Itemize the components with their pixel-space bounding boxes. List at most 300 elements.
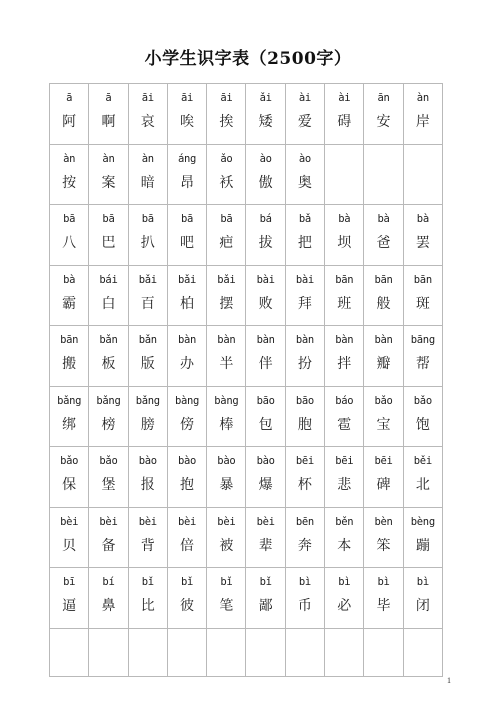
hanzi-character: 悲: [337, 477, 352, 493]
hanzi-character: 安: [376, 114, 391, 130]
character-cell: [403, 628, 442, 676]
character-cell: [285, 568, 324, 629]
pinyin-label: áng: [178, 152, 197, 165]
hanzi-character: 把: [297, 235, 312, 251]
pinyin-label: [404, 151, 442, 167]
character-cell: [285, 507, 324, 568]
hanzi-character: [325, 174, 363, 192]
pinyin-label: [129, 635, 167, 651]
hanzi-character: 背: [140, 537, 155, 554]
character-cell: [325, 386, 364, 447]
hanzi-character: 百: [140, 295, 155, 312]
hanzi-character: 包: [258, 416, 273, 433]
character-cell: [285, 386, 324, 447]
character-cell: [128, 386, 167, 447]
pinyin-label: bàn: [374, 334, 393, 346]
hanzi-character: 吧: [180, 235, 195, 251]
hanzi-character: 搬: [62, 356, 77, 372]
table-row: [50, 265, 443, 326]
pinyin-label: bà: [377, 213, 390, 225]
character-cell: [246, 568, 285, 629]
pinyin-label: bān: [335, 273, 354, 286]
pinyin-label: bǎng: [96, 394, 121, 407]
character-cell: [285, 265, 324, 326]
hanzi-character: 阿: [62, 114, 77, 130]
character-cell: [364, 568, 403, 629]
hanzi-character: 抱: [180, 477, 195, 493]
pinyin-label: àn: [416, 92, 429, 104]
character-cell: [167, 205, 206, 266]
hanzi-character: 坝: [337, 235, 352, 251]
hanzi-character: 杯: [297, 477, 312, 493]
pinyin-label: āi: [220, 92, 233, 104]
hanzi-character: [325, 658, 363, 676]
pinyin-label: bǐ: [141, 576, 154, 588]
character-cell: [50, 144, 89, 205]
character-cell: [364, 507, 403, 568]
pinyin-label: bái: [99, 273, 118, 286]
hanzi-character: 矮: [258, 114, 273, 130]
hanzi-character: 报: [140, 477, 155, 493]
pinyin-label: āi: [141, 92, 154, 104]
character-cell: [89, 447, 128, 508]
hanzi-character: 保: [62, 477, 77, 493]
hanzi-character: 彼: [180, 598, 195, 614]
pinyin-label: běi: [413, 455, 432, 467]
hanzi-character: [286, 658, 324, 676]
pinyin-label: bǎi: [178, 273, 197, 286]
hanzi-character: 摆: [219, 295, 234, 312]
character-cell: [50, 568, 89, 629]
hanzi-character: 昂: [180, 174, 195, 191]
pinyin-label: àn: [102, 152, 115, 165]
hanzi-character: [364, 174, 402, 192]
character-cell: [246, 144, 285, 205]
pinyin-label: ǎo: [220, 152, 233, 165]
hanzi-character: 币: [297, 598, 312, 614]
character-cell: [325, 507, 364, 568]
hanzi-character: 拜: [297, 295, 312, 312]
pinyin-label: bèng: [410, 515, 435, 528]
pinyin-label: bǐ: [181, 576, 194, 588]
hanzi-character: 唉: [180, 114, 195, 130]
hanzi-character: 必: [337, 598, 352, 614]
hanzi-character: [404, 658, 442, 676]
table-row: [50, 205, 443, 266]
pinyin-label: bào: [138, 455, 157, 467]
character-cell: [167, 568, 206, 629]
pinyin-label: ài: [338, 92, 351, 104]
character-cell: [167, 507, 206, 568]
table-row: [50, 568, 443, 629]
hanzi-character: 榜: [101, 416, 116, 433]
character-cell: [207, 205, 246, 266]
hanzi-character: 版: [140, 356, 155, 372]
hanzi-character: [129, 658, 167, 676]
pinyin-label: bài: [256, 273, 275, 286]
hanzi-character: 傲: [258, 174, 273, 191]
character-cell: [128, 144, 167, 205]
hanzi-character: 暗: [140, 174, 155, 191]
character-cell: [403, 447, 442, 508]
hanzi-character: 笨: [376, 537, 391, 554]
hanzi-character: 伴: [258, 356, 273, 372]
pinyin-label: bàn: [178, 334, 197, 346]
hanzi-character: 啊: [101, 114, 116, 130]
pinyin-label: bào: [217, 455, 236, 467]
character-cell: [364, 628, 403, 676]
pinyin-label: bí: [102, 576, 115, 588]
hanzi-character: 般: [376, 295, 391, 312]
hanzi-character: 爆: [258, 477, 273, 493]
pinyin-label: bàn: [335, 334, 354, 346]
hanzi-character: [50, 658, 88, 676]
hanzi-character: 罢: [415, 235, 430, 251]
character-cell: [50, 447, 89, 508]
pinyin-label: bǎo: [413, 394, 432, 407]
hanzi-character: 鼻: [101, 598, 116, 614]
table-row: [50, 84, 443, 145]
character-cell: [403, 205, 442, 266]
pinyin-label: bá: [259, 213, 272, 225]
hanzi-character: 斑: [415, 295, 430, 312]
pinyin-label: bā: [220, 213, 233, 225]
pinyin-label: àn: [63, 152, 76, 165]
pinyin-label: bào: [256, 455, 275, 467]
character-cell: [325, 84, 364, 145]
hanzi-character: 鄙: [258, 598, 273, 614]
pinyin-label: bēi: [295, 455, 314, 467]
pinyin-label: bǎng: [135, 394, 160, 407]
pinyin-label: bà: [338, 213, 351, 225]
character-cell: [89, 265, 128, 326]
character-cell: [325, 265, 364, 326]
pinyin-label: ā: [105, 92, 112, 104]
pinyin-label: [168, 635, 206, 651]
character-cell: [285, 144, 324, 205]
character-cell: [207, 265, 246, 326]
character-cell: [246, 265, 285, 326]
pinyin-label: bēi: [374, 455, 393, 467]
character-cell: [89, 568, 128, 629]
hanzi-character: 比: [140, 598, 155, 614]
pinyin-label: bā: [181, 213, 194, 225]
hanzi-character: 绑: [62, 416, 77, 433]
pinyin-label: bēi: [335, 455, 354, 467]
hanzi-character: 白: [101, 295, 116, 312]
table-row: [50, 628, 443, 676]
hanzi-character: 瓣: [376, 356, 391, 372]
pinyin-label: bì: [377, 576, 390, 588]
hanzi-character: 哀: [140, 114, 155, 130]
character-cell: [128, 326, 167, 387]
character-cell: [89, 144, 128, 205]
character-cell: [50, 205, 89, 266]
character-cell: [246, 84, 285, 145]
hanzi-character: 袄: [219, 174, 234, 191]
character-cell: [50, 265, 89, 326]
hanzi-character: 雹: [337, 416, 352, 433]
pinyin-label: [286, 635, 324, 651]
hanzi-character: 辈: [258, 537, 273, 554]
table-row: [50, 447, 443, 508]
pinyin-label: bà: [63, 273, 76, 286]
character-cell: [246, 447, 285, 508]
character-cell: [167, 386, 206, 447]
character-table: [49, 83, 443, 677]
pinyin-label: āi: [181, 92, 194, 104]
hanzi-character: 巴: [101, 235, 116, 251]
pinyin-label: bāo: [295, 394, 314, 407]
pinyin-label: [246, 635, 284, 651]
hanzi-character: 柏: [180, 295, 195, 312]
character-cell: [285, 447, 324, 508]
pinyin-label: bǎi: [138, 273, 157, 286]
hanzi-character: 扒: [140, 235, 155, 251]
hanzi-character: 爱: [297, 114, 312, 130]
pinyin-label: [364, 151, 402, 167]
pinyin-label: bì: [298, 576, 311, 588]
pinyin-label: bǎo: [99, 455, 118, 467]
character-cell: [207, 628, 246, 676]
pinyin-label: bāng: [410, 334, 435, 346]
hanzi-character: 办: [180, 356, 195, 372]
pinyin-label: ào: [259, 152, 272, 165]
pinyin-label: ào: [298, 152, 311, 165]
pinyin-label: ā: [66, 92, 73, 104]
character-cell: [207, 144, 246, 205]
character-cell: [207, 507, 246, 568]
character-cell: [207, 326, 246, 387]
character-cell: [285, 84, 324, 145]
character-cell: [325, 447, 364, 508]
pinyin-label: bān: [60, 334, 79, 346]
hanzi-character: 棒: [219, 416, 234, 433]
hanzi-character: 被: [219, 537, 234, 554]
hanzi-character: 饱: [415, 416, 430, 433]
hanzi-character: 爸: [376, 235, 391, 251]
character-cell: [325, 326, 364, 387]
hanzi-character: 本: [337, 537, 352, 554]
hanzi-character: 堡: [101, 477, 116, 493]
pinyin-label: bàn: [295, 334, 314, 346]
character-cell: [403, 507, 442, 568]
table-row: [50, 507, 443, 568]
character-cell: [403, 265, 442, 326]
pinyin-label: ǎi: [259, 92, 272, 104]
pinyin-label: bàng: [214, 394, 239, 407]
table-row: [50, 326, 443, 387]
pinyin-label: bài: [295, 273, 314, 286]
hanzi-character: 傍: [180, 416, 195, 433]
hanzi-character: 疤: [219, 235, 234, 251]
character-cell: [167, 265, 206, 326]
table-row: [50, 144, 443, 205]
pinyin-label: [89, 635, 127, 651]
character-cell: [364, 84, 403, 145]
pinyin-label: bān: [374, 273, 393, 286]
character-cell: [325, 205, 364, 266]
character-cell: [246, 205, 285, 266]
character-cell: [246, 386, 285, 447]
character-cell: [325, 628, 364, 676]
character-cell: [285, 326, 324, 387]
pinyin-label: bǎ: [298, 213, 311, 225]
pinyin-label: bèi: [60, 515, 79, 528]
character-cell: [89, 386, 128, 447]
page-number: 1: [447, 676, 451, 685]
character-cell: [128, 447, 167, 508]
hanzi-character: 备: [101, 537, 116, 554]
character-cell: [207, 84, 246, 145]
pinyin-label: ài: [298, 92, 311, 104]
pinyin-label: bā: [141, 213, 154, 225]
hanzi-character: 毕: [376, 598, 391, 614]
hanzi-character: 贝: [62, 537, 77, 554]
character-cell: [325, 144, 364, 205]
hanzi-character: [207, 658, 245, 676]
character-cell: [364, 386, 403, 447]
character-cell: [403, 326, 442, 387]
hanzi-character: [89, 658, 127, 676]
pinyin-label: bā: [102, 213, 115, 225]
pinyin-label: bèi: [178, 515, 197, 528]
character-cell: [207, 568, 246, 629]
pinyin-label: bān: [413, 273, 432, 286]
pinyin-label: [364, 635, 402, 651]
hanzi-character: 逼: [62, 598, 77, 614]
pinyin-label: bèi: [99, 515, 118, 528]
character-cell: [50, 507, 89, 568]
pinyin-label: běn: [335, 515, 354, 528]
character-cell: [167, 628, 206, 676]
pinyin-label: bì: [338, 576, 351, 588]
hanzi-character: 按: [62, 174, 77, 191]
character-cell: [246, 507, 285, 568]
pinyin-label: báo: [335, 394, 354, 407]
character-cell: [403, 568, 442, 629]
hanzi-character: [246, 658, 284, 676]
hanzi-character: [404, 174, 442, 192]
character-cell: [285, 205, 324, 266]
hanzi-character: 北: [415, 477, 430, 493]
hanzi-character: 拌: [337, 356, 352, 372]
hanzi-character: 奥: [297, 174, 312, 191]
hanzi-character: 暴: [219, 477, 234, 493]
pinyin-label: [325, 151, 363, 167]
character-cell: [403, 386, 442, 447]
character-cell: [403, 144, 442, 205]
pinyin-label: bì: [416, 576, 429, 588]
pinyin-label: bǐ: [220, 576, 233, 588]
pinyin-label: bǎn: [99, 334, 118, 346]
character-cell: [50, 84, 89, 145]
character-cell: [246, 628, 285, 676]
hanzi-character: 碍: [337, 114, 352, 130]
pinyin-label: bà: [416, 213, 429, 225]
character-cell: [89, 507, 128, 568]
hanzi-character: 倍: [180, 537, 195, 554]
character-cell: [364, 447, 403, 508]
character-cell: [364, 265, 403, 326]
character-cell: [128, 568, 167, 629]
character-cell: [128, 265, 167, 326]
hanzi-character: 蹦: [415, 537, 430, 554]
character-cell: [285, 628, 324, 676]
pinyin-label: [50, 635, 88, 651]
character-cell: [50, 326, 89, 387]
pinyin-label: bǎo: [374, 394, 393, 407]
character-cell: [167, 144, 206, 205]
character-cell: [207, 386, 246, 447]
character-cell: [89, 84, 128, 145]
pinyin-label: bǐ: [259, 576, 272, 588]
hanzi-character: 败: [258, 295, 273, 312]
hanzi-character: 拔: [258, 235, 273, 251]
pinyin-label: bàng: [174, 394, 200, 407]
pinyin-label: bēn: [295, 515, 314, 528]
character-cell: [167, 84, 206, 145]
character-cell: [325, 568, 364, 629]
character-cell: [403, 84, 442, 145]
pinyin-label: bèi: [256, 515, 275, 528]
pinyin-label: bǎo: [60, 455, 79, 467]
pinyin-label: bào: [178, 455, 197, 467]
character-cell: [364, 144, 403, 205]
character-cell: [364, 205, 403, 266]
character-cell: [128, 205, 167, 266]
hanzi-character: 膀: [140, 416, 155, 433]
character-cell: [167, 326, 206, 387]
hanzi-character: [168, 658, 206, 676]
pinyin-label: bèi: [138, 515, 157, 528]
hanzi-character: 奔: [297, 537, 312, 554]
pinyin-label: bǎi: [217, 273, 236, 286]
character-cell: [128, 84, 167, 145]
character-cell: [128, 628, 167, 676]
character-cell: [89, 205, 128, 266]
hanzi-character: 案: [101, 174, 116, 191]
hanzi-character: 班: [337, 295, 352, 312]
hanzi-character: 霸: [62, 295, 77, 312]
pinyin-label: bī: [63, 576, 76, 588]
pinyin-label: bèn: [374, 515, 393, 528]
character-cell: [50, 628, 89, 676]
hanzi-character: 半: [219, 356, 234, 372]
hanzi-character: 笔: [219, 598, 234, 614]
pinyin-label: [207, 635, 245, 651]
character-cell: [246, 326, 285, 387]
pinyin-label: bàn: [256, 334, 275, 346]
pinyin-label: bàn: [217, 334, 236, 346]
table-row: [50, 386, 443, 447]
pinyin-label: bǎn: [138, 334, 157, 346]
hanzi-character: 板: [101, 356, 116, 372]
pinyin-label: bāo: [256, 394, 275, 407]
hanzi-character: 八: [62, 235, 77, 251]
hanzi-character: 扮: [297, 356, 312, 372]
pinyin-label: bā: [63, 213, 76, 225]
hanzi-character: 挨: [219, 114, 234, 130]
pinyin-label: ān: [377, 92, 390, 104]
pinyin-label: [325, 635, 363, 651]
character-cell: [364, 326, 403, 387]
pinyin-label: [404, 635, 442, 651]
hanzi-character: 宝: [376, 416, 391, 433]
character-cell: [207, 447, 246, 508]
hanzi-character: 碑: [376, 477, 391, 493]
pinyin-label: bèi: [217, 515, 236, 528]
